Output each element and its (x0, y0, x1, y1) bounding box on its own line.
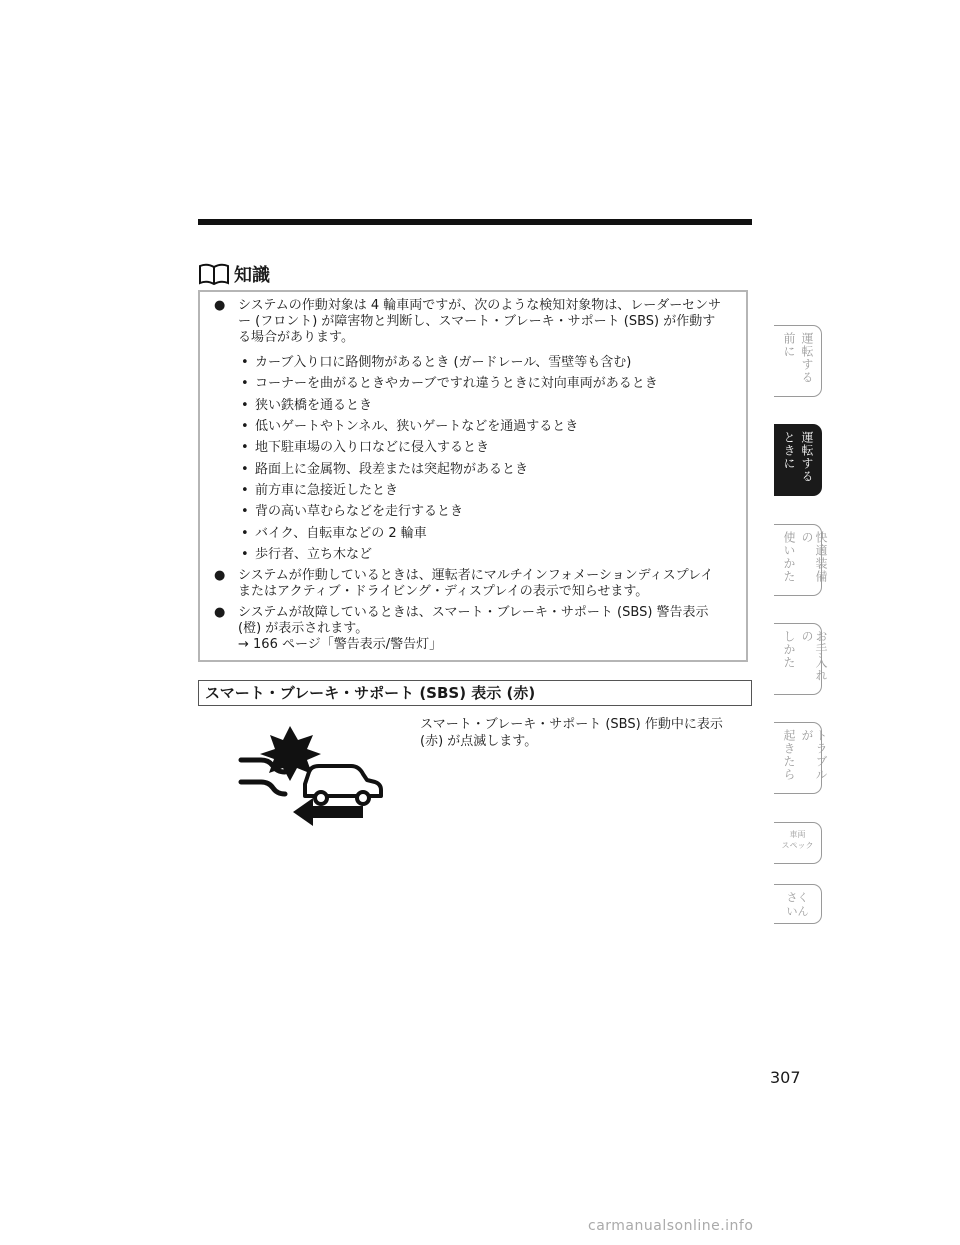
list-item: • 背の高い草むらなどを走行するとき (241, 504, 464, 519)
page-reference-link[interactable]: → 166 ページ「警告表示/警告灯」 (238, 637, 443, 652)
list-item: • バイク、自転車などの 2 輪車 (241, 526, 427, 541)
list-item: • 路面上に金属物、段差または突起物があるとき (241, 462, 529, 477)
watermark: carmanualsonline.info (588, 1218, 754, 1234)
page-number: 307 (770, 1068, 801, 1087)
tab-vehicle-specs[interactable]: 車両 スペック (774, 822, 822, 864)
section-description: スマート・ブレーキ・サポート (SBS) 作動中に表示 (赤) が点滅します。 (420, 717, 723, 749)
top-rule (198, 219, 752, 225)
bullet-item: ● システムが作動しているときは、運転者にマルチインフォメーションディスプレイ またはアクティブ・ドライビング・ディスプレイの表示で知らせます。 (214, 568, 714, 599)
tab-maintenance[interactable]: お手入れの しかた (774, 623, 822, 695)
tab-comfort-equipment[interactable]: 快適装備の 使いかた (774, 524, 822, 596)
list-item: • コーナーを曲がるときやカーブですれ違うときに対向車両があるとき (241, 376, 658, 391)
bullet-item: ● システムが故障しているときは、スマート・ブレーキ・サポート (SBS) 警告表示 (橙) が表示されます。 → 166 ページ「警告表示/警告灯」 (214, 605, 709, 652)
list-item: • 歩行者、立ち木など (241, 547, 373, 562)
section-title: スマート・ブレーキ・サポート (SBS) 表示 (赤) (198, 680, 752, 706)
list-item: • 前方車に急接近したとき (241, 483, 399, 498)
bullet-item: ● システムの作動対象は 4 輪車両ですが、次のような検知対象物は、レーダーセンサ ー (フロント) が障害物と判断し、スマート・ブレーキ・サポート (SBS) が作動す る場合があります。 (214, 298, 721, 345)
list-item: • 低いゲートやトンネル、狭いゲートなどを通過するとき (241, 419, 579, 434)
tab-before-driving[interactable]: 運転する 前に (774, 325, 822, 397)
tab-troubleshooting[interactable]: トラブルが 起きたら (774, 722, 822, 794)
list-item: • 地下駐車場の入り口などに侵入するとき (241, 440, 490, 455)
list-item: • 狭い鉄橋を通るとき (241, 398, 373, 413)
list-item: • カーブ入り口に路側物があるとき (ガードレール、雪壁等も含む) (241, 355, 632, 370)
knowledge-title: 知識 (234, 265, 270, 286)
knowledge-heading (198, 262, 270, 286)
tab-index[interactable]: さく いん (774, 884, 822, 924)
book-icon (198, 262, 230, 286)
sbs-indicator-icon (235, 718, 385, 828)
tab-while-driving[interactable]: 運転する ときに (774, 424, 822, 496)
